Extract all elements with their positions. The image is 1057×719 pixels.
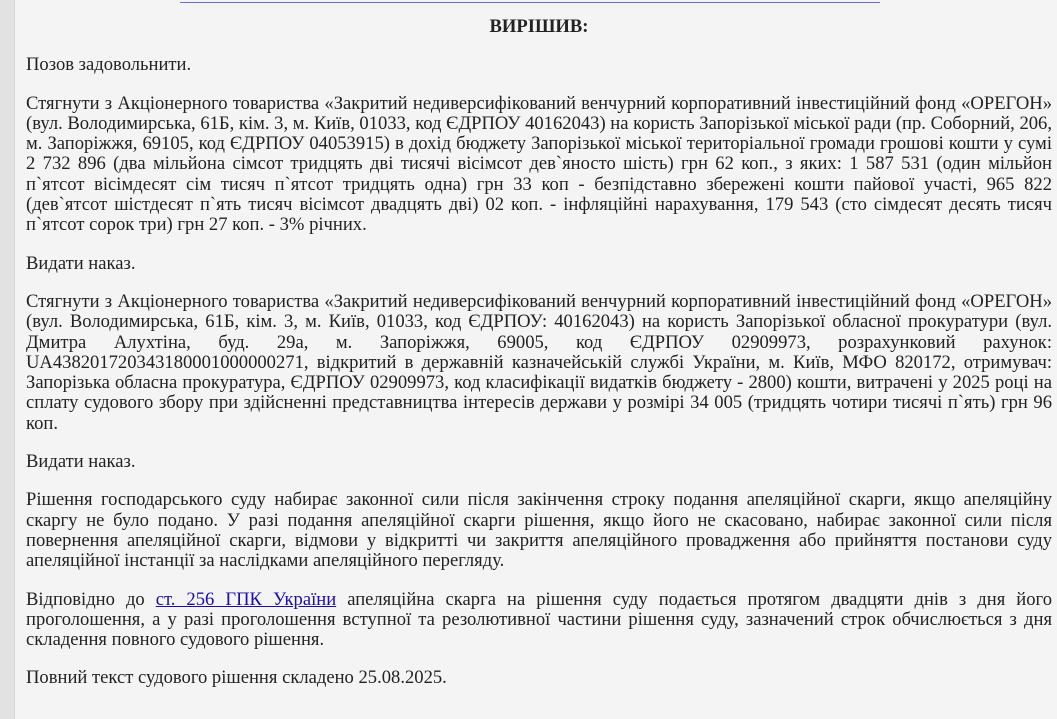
decision-heading: ВИРІШИВ: [489, 16, 589, 37]
decision-text [26, 17, 1052, 707]
appeal-prefix: Відповідно до [26, 588, 156, 610]
final-paragraph: Повний текст судового рішення складено 25.08.2025. [26, 667, 447, 689]
appeal-paragraph [26, 590, 1052, 651]
left-margin-bar [0, 0, 15, 719]
paragraph: Видати наказ. [26, 451, 136, 473]
cut-off-link-line [180, 0, 880, 3]
paragraph: Видати наказ. [26, 252, 136, 274]
paragraph: Стягнути з Акціонерного товариства «Закритий недиверсифікований венчурний корпоративний інвестиційний фонд «ОРЕГОН» (вул. Володимирська, 61Б, кім. 3, м. Київ, 01033, код ЄДРПОУ 40162043) на користь Запорізької міської ради (пр. Соборний, 206, м. Запоріжжя, 69105, код ЄДРПОУ 04053915) в дохід бюджету Запорізької міської територіальної громади грошові кошти у сумі 2 732 896 (два мільйона сімсот тридцять дві тисячі вісімсот дев`яносто шість) грн 62 коп., з яких: 1 587 531 (один мільйон п`ятсот вісімдесят сім тисяч п`ятсот тридцять одна) грн 33 коп - безпідставно збережені кошти пайової участі, 965 822 (дев`ятсот шістдесят п`ять тисяч вісімсот двадцять дві) 02 коп. - інфляційні нарахування, 179 543 (сто сімдесят десять тисяч п`ятсот сорок три) грн 27 коп. - 3% річних. [26, 92, 1053, 236]
law-article-link[interactable]: ст. 256 ГПК України [155, 588, 337, 610]
paragraph: Стягнути з Акціонерного товариства «Закритий недиверсифікований венчурний корпоративний інвестиційний фонд «ОРЕГОН» (вул. Володимирська, 61Б, кім. 3, м. Київ, 01033, код ЄДРПОУ: 40162043) на користь Запорізької обласної прокуратури (вул. Дмитра Алухтіна, буд. 29а, м. Запоріжжя, 69005, код ЄДРПОУ 02909973, розрахунковий рахунок: UA438201720343180001000000271, відкритий в державній казначейській службі України, м. Київ, МФО 820172, отримувач: Запорізька обласна прокуратура, ЄДРПОУ 02909973, код класифікації видатків бюджету - 2800) кошти, витрачені у 2025 році на сплату судового збору при здійсненні представництва інтересів держави у розмірі 34 005 (тридцять чотири тисячі п`ять) грн 96 коп. [26, 290, 1052, 434]
appeal-suffix: апеляційна скарга на рішення суду подається протягом двадцяти днів з дня його проголошення, а у разі проголошення вступної та резолютивної частини рішення суду, зазначений строк обчислюється з дня складення повного судового рішення. [26, 588, 1052, 651]
paragraph: Позов задовольнити. [26, 54, 192, 76]
paragraph: Рішення господарського суду набирає законної сили після закінчення строку подання апеляційної скарги, якщо апеляційну скаргу не було подано. У разі подання апеляційної скарги рішення, якщо його не скасовано, набирає законної сили після повернення апеляційної скарги, відмови у відкритті чи закриття апеляційного провадження або прийняття постанови суду апеляційної інстанції за наслідками апеляційного перегляду. [26, 489, 1052, 572]
